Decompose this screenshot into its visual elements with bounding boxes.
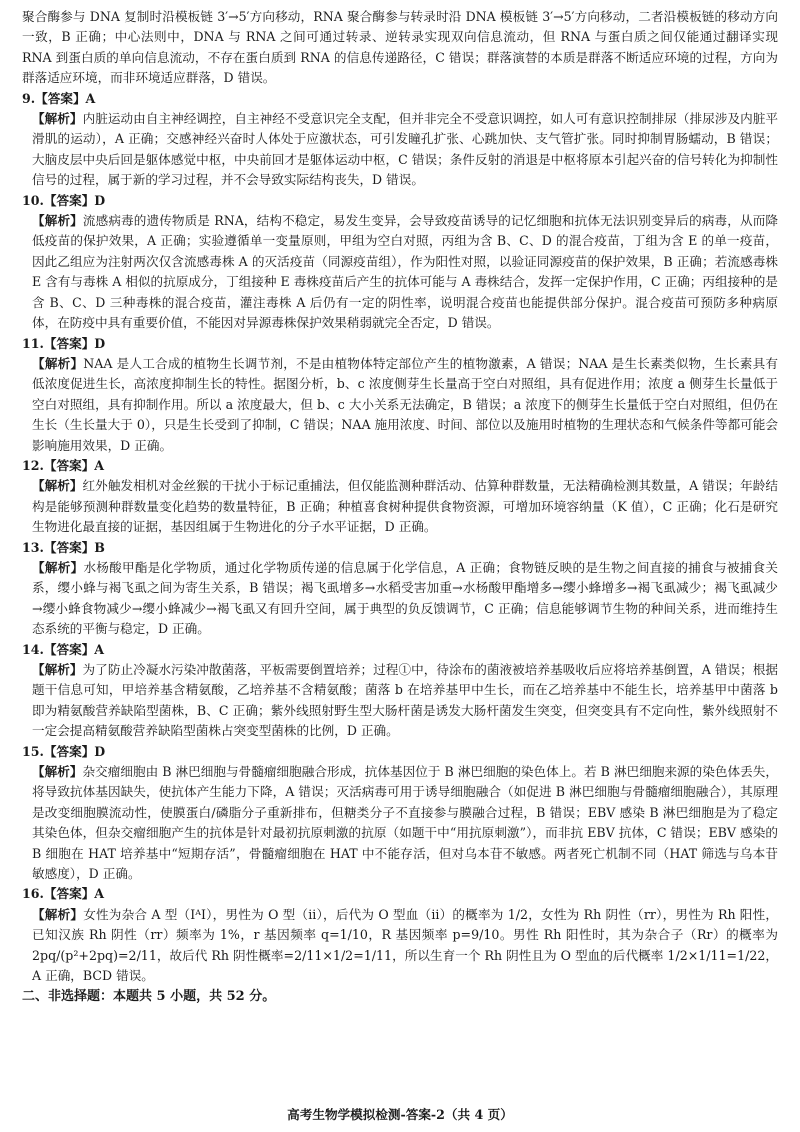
answer-item [22,456,778,538]
analysis-text: 杂交瘤细胞由 B 淋巴细胞与骨髓瘤细胞融合形成，抗体基因位于 B 淋巴细胞的染色体上。若 B 淋巴细胞来源的染色体丢失，将导致抗体基因缺失，使抗体产生能力下降，A 错误；灭活病毒可用于诱导细胞融合（如促进 B 淋巴细胞与骨髓瘤细胞融合），其原理是改变细胞膜流动性，使膜蛋白/磷脂分子重新排布，但糖类分子不直接参与膜融合过程，B 错误；EBV 感染 B 淋巴细胞是为了稳定其染色体，但杂交瘤细胞产生的抗体是针对最初抗原刺激的抗原（如题干中“用抗原刺激”），而非抗 EBV 抗体，C 错误；EBV 感染的 B 细胞在 HAT 培养基中“短期存活”，骨髓瘤细胞在 HAT 中不能存活，但对乌本苷不敏感。两者死亡机制不同（HAT 筛选与乌本苷敏感度），D 正确。 [32,764,778,882]
answer-value: A [94,886,105,902]
answer-item [22,640,778,742]
analysis-paragraph [22,476,778,537]
analysis-paragraph [22,211,778,333]
question-number: 12. [22,457,44,473]
analysis-text: 红外触发相机对金丝猴的干扰小于标记重捕法，但仅能监测种群活动、估算种群数量，无法精确检测其数量，A 错误；年龄结构是能够预测种群数量变化趋势的数量特征，B 正确；种植喜食树种提供食物资源，可增加环境容纳量（K 值），C 正确；化石是研究生物进化最直接的证据，基因组属于生物进化的分子水平证据，D 正确。 [32,478,778,535]
question-number: 10. [22,192,44,208]
analysis-label: 【解析】 [32,111,83,127]
answer-line [22,334,778,354]
answer-line [22,191,778,211]
question-number: 15. [22,743,44,759]
analysis-text: 水杨酸甲酯是化学物质，通过化学物质传递的信息属于化学信息，A 正确；食物链反映的是生物之间直接的捕食与被捕食关系，缨小蜂与褐飞虱之间为寄生关系，B 错误；褐飞虱增多→水稻受害加重→水杨酸甲酯增多→缨小蜂增多→褐飞虱减少；褐飞虱减少→缨小蜂食物减少→缨小蜂减少→褐飞虱又有回升空间，属于典型的负反馈调节，C 正确；信息能够调节生物的种间关系，进而维持生态系统的平衡与稳定，D 正确。 [32,559,778,637]
answer-line [22,456,778,476]
answer-label: 【答案】 [43,192,95,208]
answer-line [22,538,778,558]
answer-label: 【答案】 [43,539,95,555]
answer-line [22,884,778,904]
analysis-paragraph [22,660,778,742]
answer-label: 【答案】 [35,90,86,106]
analysis-label: 【解析】 [32,764,83,780]
analysis-label: 【解析】 [32,559,84,575]
analysis-text: 为了防止冷凝水污染冲散菌落，平板需要倒置培养；过程①中，待涂布的菌液被培养基吸收后应将培养基倒置，A 错误；根据题干信息可知，甲培养基含精氨酸，乙培养基不含精氨酸；菌落 b 在培养基甲中生长，而在乙培养基中不能生长，培养基甲中菌落 b 即为精氨酸营养缺陷型菌株，B、C 正确；紫外线照射野生型大肠杆菌是诱发大肠杆菌发生突变，但突变具有不定向性，紫外线照射不一定会提高精氨酸营养缺陷型菌株占突变型菌株的比例，D 正确。 [32,662,778,739]
analysis-paragraph [22,354,778,456]
analysis-label: 【解析】 [32,906,84,922]
answer-item [22,884,778,986]
answer-item [22,334,778,456]
answer-label: 【答案】 [43,457,95,473]
answer-value: A [94,457,105,473]
answer-value: B [94,539,105,555]
answer-value: D [94,743,106,759]
answer-label: 【答案】 [43,886,95,902]
analysis-paragraph [22,762,778,884]
page-footer: 高考生物学模拟检测-答案-2（共 4 页） [287,1107,513,1122]
analysis-text: 女性为杂合 A 型（IᴬI），男性为 O 型（ii），后代为 O 型血（ii）的概率为 1/2，女性为 Rh 阴性（rr），男性为 Rh 阳性，已知汉族 Rh 阴性（rr）频率为 1%，r 基因频率 q=1/10，R 基因频率 p=9/10。男性 Rh 阳性时，其为杂合子（Rr）的概率为 2pq/(p²+2pq)=2/11，故后代 Rh 阴性概率=2/11×1/2=1/11，所以生育一个 Rh 阴性且为 O 型血的后代概率 1/2×1/11=1/22，A 正确，BCD 错误。 [32,906,778,984]
answer-value: A [85,90,96,106]
analysis-paragraph [22,558,778,640]
question-number: 11. [22,335,44,351]
answer-label: 【答案】 [43,743,95,759]
continuation-paragraph: 聚合酶参与 DNA 复制时沿模板链 3′→5′方向移动，RNA 聚合酶参与转录时沿 DNA 模板链 3′→5′方向移动，二者沿模板链的移动方向一致，B 正确；中心法则中，DNA 与 RNA 之间可通过转录、逆转录实现双向信息流动，但 RNA 与蛋白质之间仅能通过翻译实现 RNA 到蛋白质的单向信息流动，不存在蛋白质到 RNA 的信息传递路径，C 错误；群落演替的本质是群落不断适应环境的过程，方向为群落适应环境，而非环境适应群落，D 错误。 [22,9,778,86]
analysis-label: 【解析】 [32,662,83,677]
answer-item [22,742,778,885]
analysis-paragraph [22,109,778,191]
answer-label: 【答案】 [43,641,95,657]
section-title: 二、非选择题：本题共 5 小题，共 52 分。 [22,988,276,1004]
answer-line [22,89,778,109]
analysis-label: 【解析】 [32,478,83,494]
answer-item [22,538,778,640]
answer-value: D [94,192,106,208]
question-number: 13. [22,539,44,555]
question-number: 14. [22,641,44,657]
answer-item [22,89,778,191]
analysis-text: NAA 是人工合成的植物生长调节剂，不是由植物体特定部位产生的植物激素，A 错误；NAA 是生长素类似物，生长素具有低浓度促进生长，高浓度抑制生长的特性。据图分析，b、c 浓度侧芽生长量高于空白对照组，具有促进作用；浓度 a 侧芽生长量低于空白对照组，具有抑制作用。所以 a 浓度最大，但 b、c 大小关系无法确定，B 错误；a 浓度下的侧芽生长量低于空白对照组，但仍在生长（生长量大于 0），只是生长受到了抑制，C 错误；NAA 施用浓度、时间、部位以及施用时植物的生理状态和气候条件等都可能会影响施用效果，D 正确。 [32,355,778,453]
answer-value: D [94,335,106,351]
analysis-text: 流感病毒的遗传物质是 RNA，结构不稳定，易发生变异，会导致疫苗诱导的记忆细胞和抗体无法识别变异后的病毒，从而降低疫苗的保护效果，A 正确；实验遵循单一变量原则，甲组为空白对照，丙组为含 B、C、D 的混合疫苗，丁组为含 E 的单一疫苗，因此乙组应为注射两次仅含流感毒株 A 的灭活疫苗（同源疫苗组），作为阳性对照，以验证同源疫苗的保护效果，B 正确；若流感毒株 E 含有与毒株 A 相似的抗原成分，丁组接种 E 毒株疫苗后产生的抗体可能与 A 毒株结合，发挥一定保护作用，C 正确；丙组接种的是含 B、C、D 三种毒株的混合疫苗，灌注毒株 A 后仍有一定的阴性率，说明混合疫苗也能提供部分保护。混合疫苗可预防多种病原体，在防疫中具有重要价值，不能因对异源毒株保护效果稍弱就完全否定，D 错误。 [32,213,779,331]
answer-value: A [94,641,105,657]
analysis-text: 内脏运动由自主神经调控，自主神经不受意识完全支配，但并非完全不受意识调控，如人可有意识控制排尿（排尿涉及内脏平滑肌的运动），A 正确；交感神经兴奋时人体处于应激状态，可引发瞳孔扩张、心跳加快、支气管扩张。同时抑制胃肠蠕动，B 错误；大脑皮层中央后回是躯体感觉中枢，中央前回才是躯体运动中枢，C 错误；条件反射的消退是中枢将原本引起兴奋的信号转化为抑制性信号的过程，属于新的学习过程，并不会导致实际结构丧失，D 错误。 [32,111,779,188]
answer-list [22,89,778,987]
analysis-label: 【解析】 [32,355,84,371]
analysis-label: 【解析】 [32,213,83,229]
answer-line [22,742,778,762]
question-number: 9. [22,90,36,106]
question-number: 16. [22,886,44,902]
answer-line [22,640,778,660]
answer-label: 【答案】 [43,335,95,351]
answer-item [22,191,778,334]
analysis-paragraph [22,905,778,987]
